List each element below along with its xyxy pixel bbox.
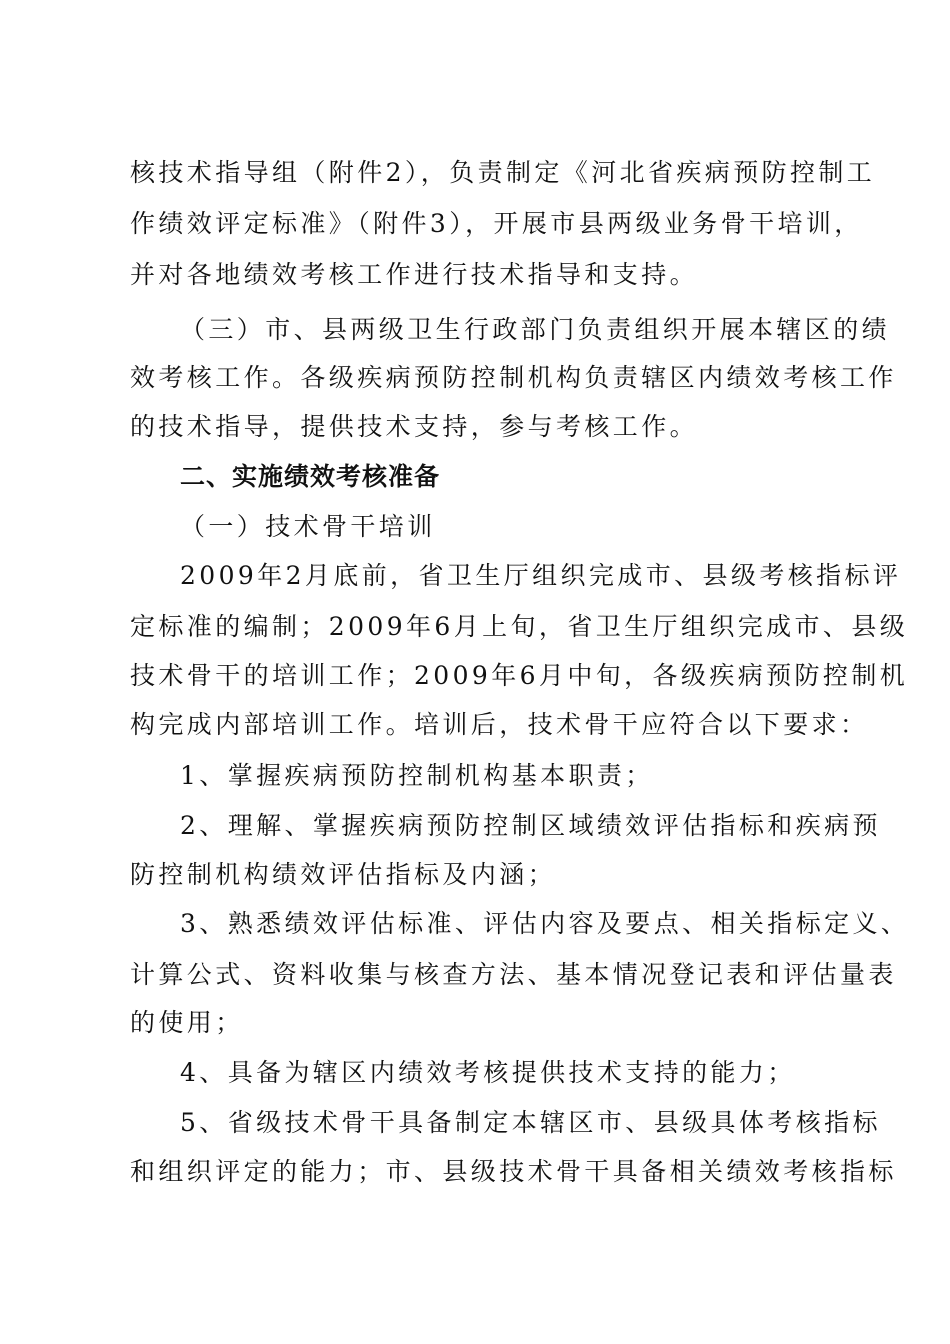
list-item: 4、具备为辖区内绩效考核提供技术支持的能力；: [180, 1058, 796, 1087]
paragraph-line: 技术骨干的培训工作；2009年6月中旬，各级疾病预防控制机: [130, 661, 909, 690]
subsection-heading: （一）技术骨干培训: [180, 512, 436, 541]
paragraph-line: 效考核工作。各级疾病预防控制机构负责辖区内绩效考核工作: [130, 363, 897, 392]
paragraph-line: 2009年2月底前，省卫生厅组织完成市、县级考核指标评: [180, 561, 902, 590]
list-item: 1、掌握疾病预防控制机构基本职责；: [180, 761, 654, 790]
paragraph-line: 并对各地绩效考核工作进行技术指导和支持。: [130, 260, 699, 289]
paragraph-line: 的技术指导，提供技术支持，参与考核工作。: [130, 412, 699, 441]
paragraph-line: 定标准的编制；2009年6月上旬，省卫生厅组织完成市、县级: [130, 612, 909, 641]
list-item-continuation: 和组织评定的能力；市、县级技术骨干具备相关绩效考核指标: [130, 1157, 897, 1186]
paragraph-line: （三）市、县两级卫生行政部门负责组织开展本辖区的绩: [180, 315, 891, 344]
list-item-continuation: 防控制机构绩效评估指标及内涵；: [130, 860, 557, 889]
list-item-continuation: 的使用；: [130, 1008, 244, 1037]
paragraph-line: 作绩效评定标准》（附件3），开展市县两级业务骨干培训，: [130, 209, 863, 238]
list-item-continuation: 计算公式、资料收集与核查方法、基本情况登记表和评估量表: [130, 960, 897, 989]
list-item: 3、熟悉绩效评估标准、评估内容及要点、相关指标定义、: [180, 909, 910, 938]
paragraph-line: 构完成内部培训工作。培训后，技术骨干应符合以下要求：: [130, 710, 869, 739]
section-heading: 二、实施绩效考核准备: [180, 462, 441, 491]
list-item: 2、理解、掌握疾病预防控制区域绩效评估指标和疾病预: [180, 811, 881, 840]
list-item: 5、省级技术骨干具备制定本辖区市、县级具体考核指标: [180, 1108, 881, 1137]
paragraph-line: 核技术指导组（附件2），负责制定《河北省疾病预防控制工: [130, 158, 876, 187]
